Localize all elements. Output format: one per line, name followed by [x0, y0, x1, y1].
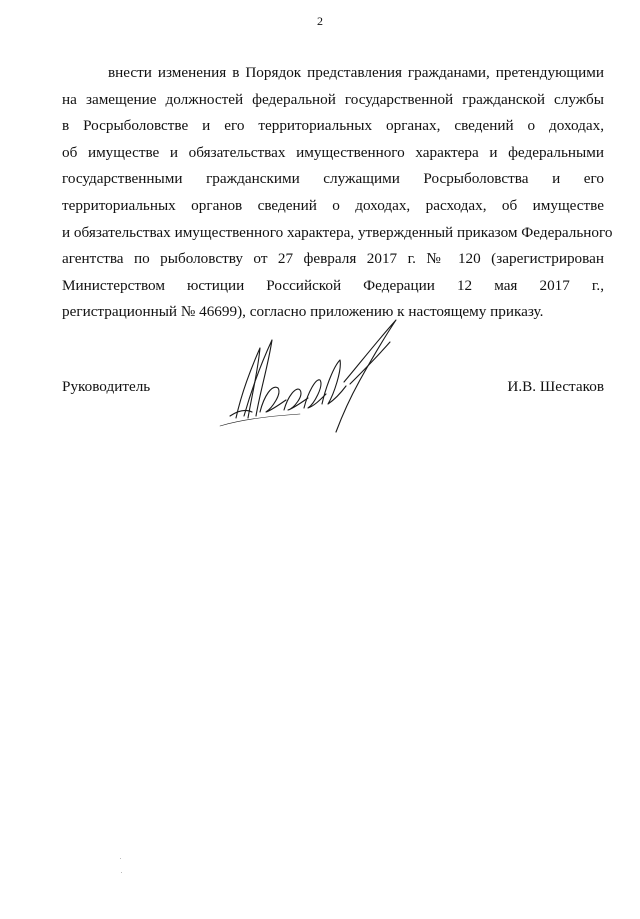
- scan-speck: [120, 858, 121, 859]
- page-number: 2: [317, 14, 323, 28]
- paragraph-line: об имуществе и обязательствах имущественного характера и федеральными: [62, 143, 604, 161]
- paragraph-line: на замещение должностей федеральной государственной гражданской службы: [62, 90, 604, 108]
- signature-block: [62, 378, 604, 402]
- paragraph-line: государственными гражданскими служащими Росрыболовства и его: [62, 170, 604, 188]
- handwritten-signature: [200, 300, 400, 445]
- paragraph-line: в Росрыболовстве и его территориальных органах, сведений о доходах,: [62, 117, 604, 135]
- signer-name: И.В. Шестаков: [507, 378, 604, 395]
- paragraph-line: регистрационный № 46699), согласно приложению к настоящему приказу.: [62, 303, 544, 321]
- paragraph-line: внести изменения в Порядок представления гражданами, претендующими: [108, 64, 604, 81]
- signer-title: Руководитель: [62, 378, 151, 395]
- paragraph-line: территориальных органов сведений о доходах, расходах, об имуществе: [62, 196, 604, 214]
- paragraph-line: агентства по рыболовству от 27 февраля 2017 г. № 120 (зарегистрирован: [62, 250, 604, 268]
- paragraph-line: Министерством юстиции Российской Федерации 12 мая 2017 г.,: [62, 276, 604, 294]
- paragraph-line: и обязательствах имущественного характера, утвержденный приказом Федерального: [62, 223, 613, 241]
- body-paragraph: [62, 60, 613, 326]
- scan-speck: [121, 872, 122, 873]
